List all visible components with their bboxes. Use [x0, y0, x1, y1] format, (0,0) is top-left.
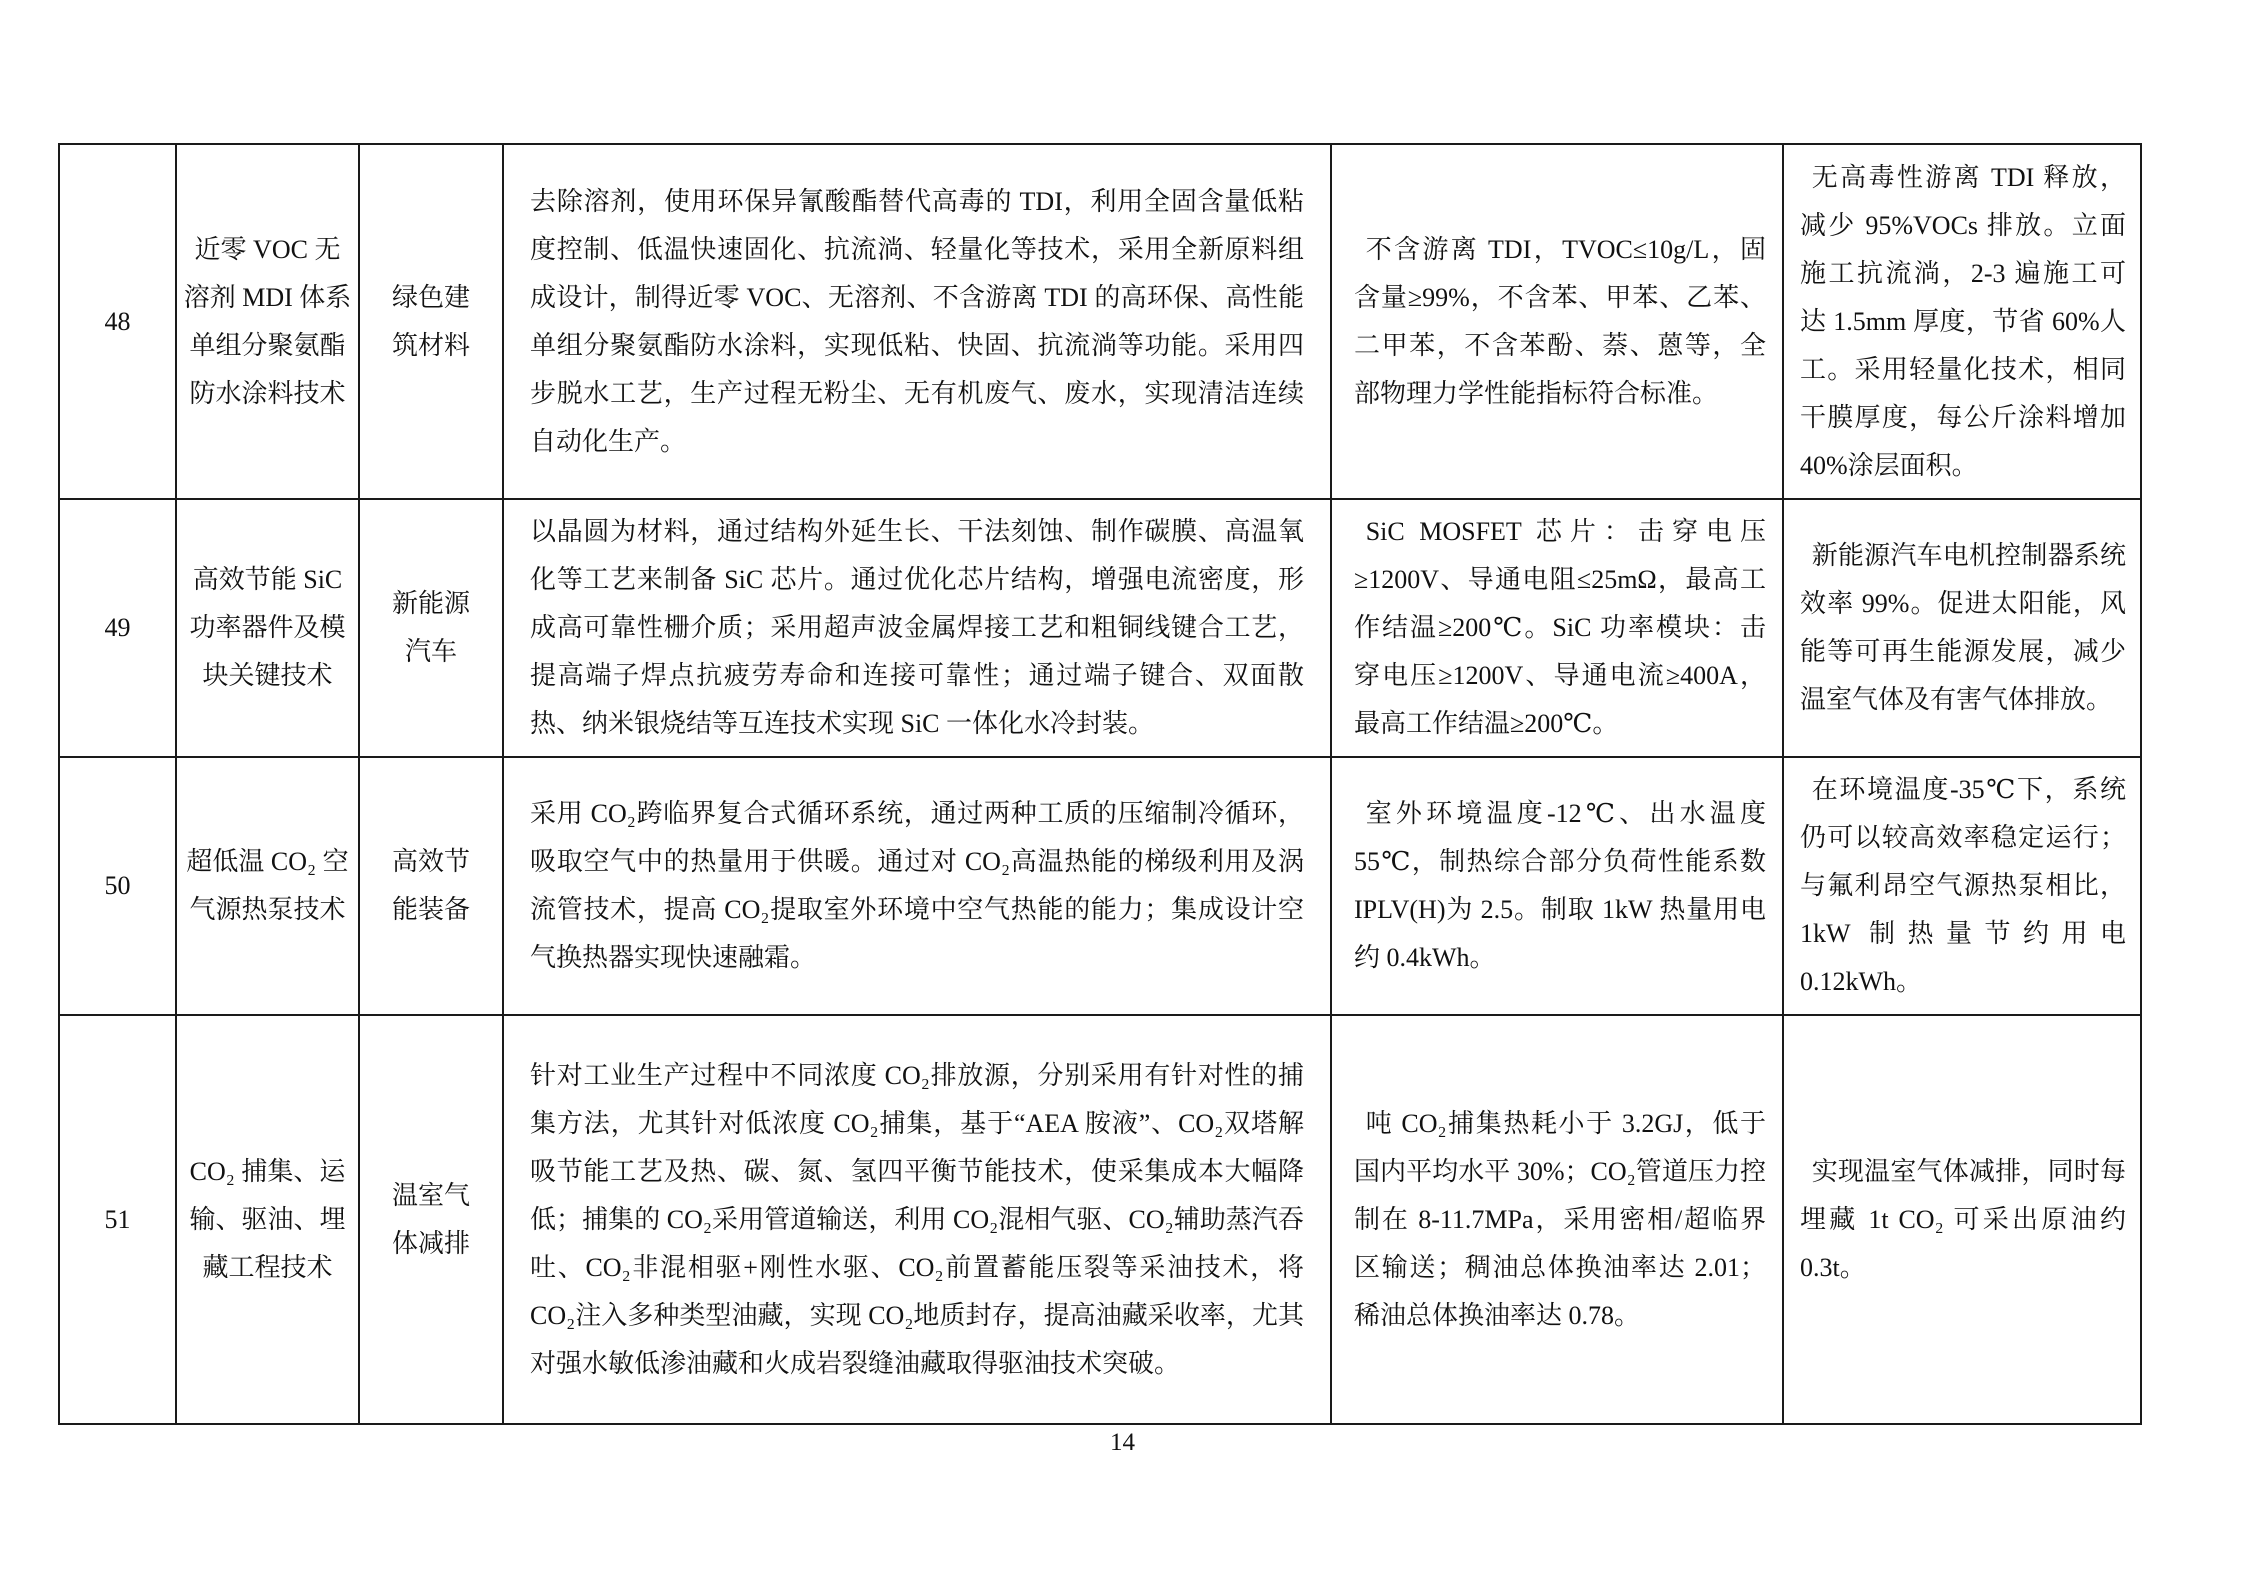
indicators-cell: 吨 CO₂捕集热耗小于 3.2GJ，低于国内平均水平 30%；CO₂管道压力控制在 8-11.7MPa，采用密相/超临界区输送；稠油总体换油率达 2.01；稀油总体换油率达 0.78。	[1331, 1015, 1783, 1424]
category-cell: 高效节能装备	[359, 757, 503, 1015]
indicators-cell: SiC MOSFET 芯片：击穿电压≥1200V、导通电阻≤25mΩ，最高工作结温≥200℃。SiC 功率模块：击穿电压≥1200V、导通电流≥400A，最高工作结温≥200℃。	[1331, 499, 1783, 757]
tech-name-cell: 高效节能 SiC 功率器件及模块关键技术	[176, 499, 359, 757]
tech-name-cell: 近零 VOC 无溶剂 MDI 体系单组分聚氨酯防水涂料技术	[176, 144, 359, 499]
description-cell: 采用 CO₂跨临界复合式循环系统，通过两种工质的压缩制冷循环，吸取空气中的热量用于供暖。通过对 CO₂高温热能的梯级利用及涡流管技术，提高 CO₂提取室外环境中空气热能的能力；集成设计空气换热器实现快速融霜。	[503, 757, 1331, 1015]
table-row-50	[59, 757, 2141, 1015]
indicators-cell: 室外环境温度-12℃、出水温度 55℃，制热综合部分负荷性能系数 IPLV(H)为 2.5。制取 1kW 热量用电约 0.4kWh。	[1331, 757, 1783, 1015]
row-number-cell: 51	[59, 1015, 176, 1424]
benefits-cell: 在环境温度-35℃下，系统仍可以较高效率稳定运行；与氟利昂空气源热泵相比，1kW 制热量节约用电 0.12kWh。	[1783, 757, 2141, 1015]
row-number-cell: 48	[59, 144, 176, 499]
benefits-cell: 实现温室气体减排，同时每埋藏 1t CO₂ 可采出原油约 0.3t。	[1783, 1015, 2141, 1424]
description-cell: 去除溶剂，使用环保异氰酸酯替代高毒的 TDI，利用全固含量低粘度控制、低温快速固化、抗流淌、轻量化等技术，采用全新原料组成设计，制得近零 VOC、无溶剂、不含游离 TDI 的高环保、高性能单组分聚氨酯防水涂料，实现低粘、快固、抗流淌等功能。采用四步脱水工艺，生产过程无粉尘、无有机废气、废水，实现清洁连续自动化生产。	[503, 144, 1331, 499]
technology-table	[58, 143, 2142, 1425]
category-cell: 新能源汽车	[359, 499, 503, 757]
tech-name-cell: 超低温 CO₂ 空气源热泵技术	[176, 757, 359, 1015]
tech-name-cell: CO₂ 捕集、运输、驱油、埋藏工程技术	[176, 1015, 359, 1424]
page-number: 14	[1110, 1429, 1135, 1456]
table-row-49	[59, 499, 2141, 757]
indicators-cell: 不含游离 TDI，TVOC≤10g/L，固含量≥99%，不含苯、甲苯、乙苯、二甲苯，不含苯酚、萘、蒽等，全部物理力学性能指标符合标准。	[1331, 144, 1783, 499]
category-cell: 温室气体减排	[359, 1015, 503, 1424]
description-cell: 针对工业生产过程中不同浓度 CO₂排放源，分别采用有针对性的捕集方法，尤其针对低浓度 CO₂捕集，基于“AEA 胺液”、CO₂双塔解吸节能工艺及热、碳、氮、氢四平衡节能技术，使采集成本大幅降低；捕集的 CO₂采用管道输送，利用 CO₂混相气驱、CO₂辅助蒸汽吞吐、CO₂非混相驱+刚性水驱、CO₂前置蓄能压裂等采油技术，将 CO₂注入多种类型油藏，实现 CO₂地质封存，提高油藏采收率，尤其对强水敏低渗油藏和火成岩裂缝油藏取得驱油技术突破。	[503, 1015, 1331, 1424]
category-cell: 绿色建筑材料	[359, 144, 503, 499]
table-row-48	[59, 144, 2141, 499]
row-number-cell: 49	[59, 499, 176, 757]
description-cell: 以晶圆为材料，通过结构外延生长、干法刻蚀、制作碳膜、高温氧化等工艺来制备 SiC 芯片。通过优化芯片结构，增强电流密度，形成高可靠性栅介质；采用超声波金属焊接工艺和粗铜线键合工艺，提高端子焊点抗疲劳寿命和连接可靠性；通过端子键合、双面散热、纳米银烧结等互连技术实现 SiC 一体化水冷封装。	[503, 499, 1331, 757]
row-number-cell: 50	[59, 757, 176, 1015]
table-row-51	[59, 1015, 2141, 1424]
benefits-cell: 无高毒性游离 TDI 释放，减少 95%VOCs 排放。立面施工抗流淌，2-3 遍施工可达 1.5mm 厚度，节省 60%人工。采用轻量化技术，相同干膜厚度，每公斤涂料增加 40%涂层面积。	[1783, 144, 2141, 499]
benefits-cell: 新能源汽车电机控制器系统效率 99%。促进太阳能，风能等可再生能源发展，减少温室气体及有害气体排放。	[1783, 499, 2141, 757]
